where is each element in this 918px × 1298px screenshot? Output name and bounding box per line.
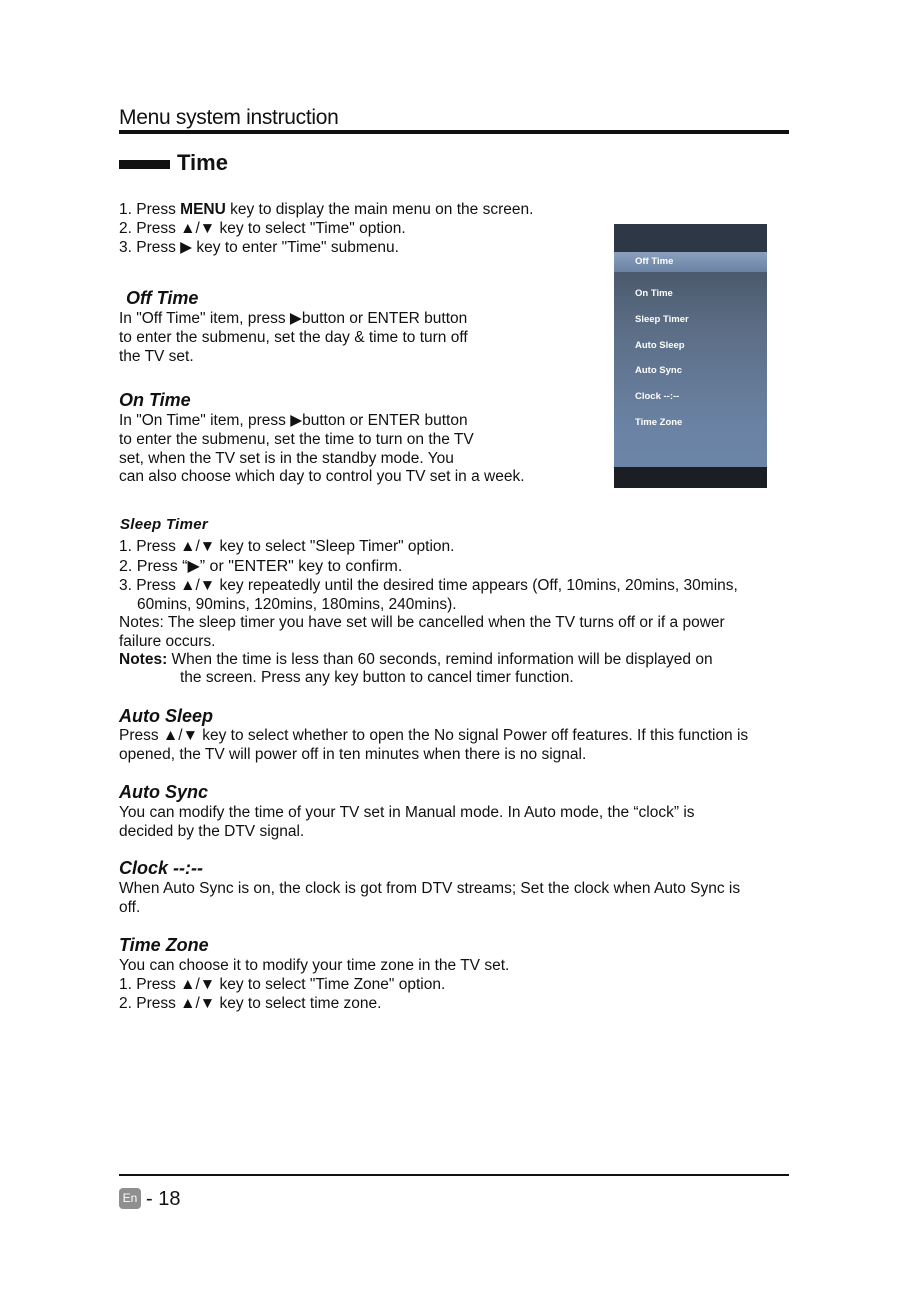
tv-menu-item-auto-sync: Auto Sync xyxy=(635,365,682,376)
header-title: Menu system instruction xyxy=(119,106,339,129)
tv-menu-top-bar xyxy=(614,224,767,252)
on-time-line-2: to enter the submenu, set the time to turn on the TV xyxy=(119,431,474,448)
off-time-line-3: the TV set. xyxy=(119,348,194,365)
sleep-timer-note-1: Notes: When the time is less than 60 seconds, remind information will be displayed on xyxy=(119,651,713,668)
auto-sync-line-2: decided by the DTV signal. xyxy=(119,823,305,840)
header-divider xyxy=(119,130,789,134)
intro-step-1: 1. Press MENU key to display the main menu on the screen. xyxy=(119,201,534,218)
tv-menu-item-clock: Clock --:-- xyxy=(635,391,680,402)
time-zone-line-2: 1. Press ▲/▼ key to select "Time Zone" option. xyxy=(119,976,446,993)
off-time-line-2: to enter the submenu, set the day & time to turn off xyxy=(119,329,468,346)
intro-step-2: 2. Press ▲/▼ key to select "Time" option. xyxy=(119,220,406,237)
intro-step-3: 3. Press ▶ key to enter "Time" submenu. xyxy=(119,239,399,256)
tv-menu-item-time-zone: Time Zone xyxy=(635,417,683,428)
auto-sleep-heading: Auto Sleep xyxy=(119,706,214,726)
time-zone-heading: Time Zone xyxy=(119,935,209,955)
sleep-timer-line-6: failure occurs. xyxy=(119,633,216,650)
sleep-timer-line-2: 2. Press “▶” or "ENTER" key to confirm. xyxy=(119,558,403,575)
off-time-heading: Off Time xyxy=(126,288,199,308)
tv-menu-item-off-time: Off Time xyxy=(635,256,674,267)
section-marker xyxy=(119,160,170,169)
clock-line-2: off. xyxy=(119,899,141,916)
tv-menu-screenshot xyxy=(614,224,767,488)
sleep-timer-line-4: 60mins, 90mins, 120mins, 180mins, 240mins). xyxy=(137,596,457,613)
tv-menu-item-on-time: On Time xyxy=(635,288,673,299)
time-zone-line-3: 2. Press ▲/▼ key to select time zone. xyxy=(119,995,382,1012)
footer-divider xyxy=(119,1174,789,1176)
tv-menu-item-auto-sleep: Auto Sleep xyxy=(635,340,685,351)
off-time-line-1: In "Off Time" item, press ▶button or ENTER button xyxy=(119,310,468,327)
language-badge: En xyxy=(119,1188,141,1209)
on-time-line-3: set, when the TV set is in the standby mode. You xyxy=(119,450,454,467)
auto-sync-line-1: You can modify the time of your TV set in Manual mode. In Auto mode, the “clock” is xyxy=(119,804,695,821)
clock-line-1: When Auto Sync is on, the clock is got from DTV streams; Set the clock when Auto Sync is xyxy=(119,880,741,897)
sleep-timer-heading: Sleep Timer xyxy=(120,516,209,533)
auto-sleep-line-1: Press ▲/▼ key to select whether to open the No signal Power off features. If this function is xyxy=(119,727,749,744)
tv-menu-bottom-bar xyxy=(614,467,767,488)
sleep-timer-note-2: the screen. Press any key button to cancel timer function. xyxy=(180,669,574,686)
sleep-timer-line-3: 3. Press ▲/▼ key repeatedly until the desired time appears (Off, 10mins, 20mins, 30mins, xyxy=(119,577,738,594)
section-title: Time xyxy=(177,150,228,175)
on-time-line-4: can also choose which day to control you TV set in a week. xyxy=(119,468,525,485)
clock-heading: Clock --:-- xyxy=(119,858,203,878)
tv-menu-item-sleep-timer: Sleep Timer xyxy=(635,314,689,325)
on-time-heading: On Time xyxy=(119,390,191,410)
page-number: - 18 xyxy=(146,1188,181,1210)
auto-sleep-line-2: opened, the TV will power off in ten minutes when there is no signal. xyxy=(119,746,587,763)
time-zone-line-1: You can choose it to modify your time zone in the TV set. xyxy=(119,957,510,974)
sleep-timer-line-1: 1. Press ▲/▼ key to select "Sleep Timer" option. xyxy=(119,538,455,555)
on-time-line-1: In "On Time" item, press ▶button or ENTER button xyxy=(119,412,468,429)
auto-sync-heading: Auto Sync xyxy=(119,782,209,802)
sleep-timer-line-5: Notes: The sleep timer you have set will be cancelled when the TV turns off or if a power xyxy=(119,614,725,631)
